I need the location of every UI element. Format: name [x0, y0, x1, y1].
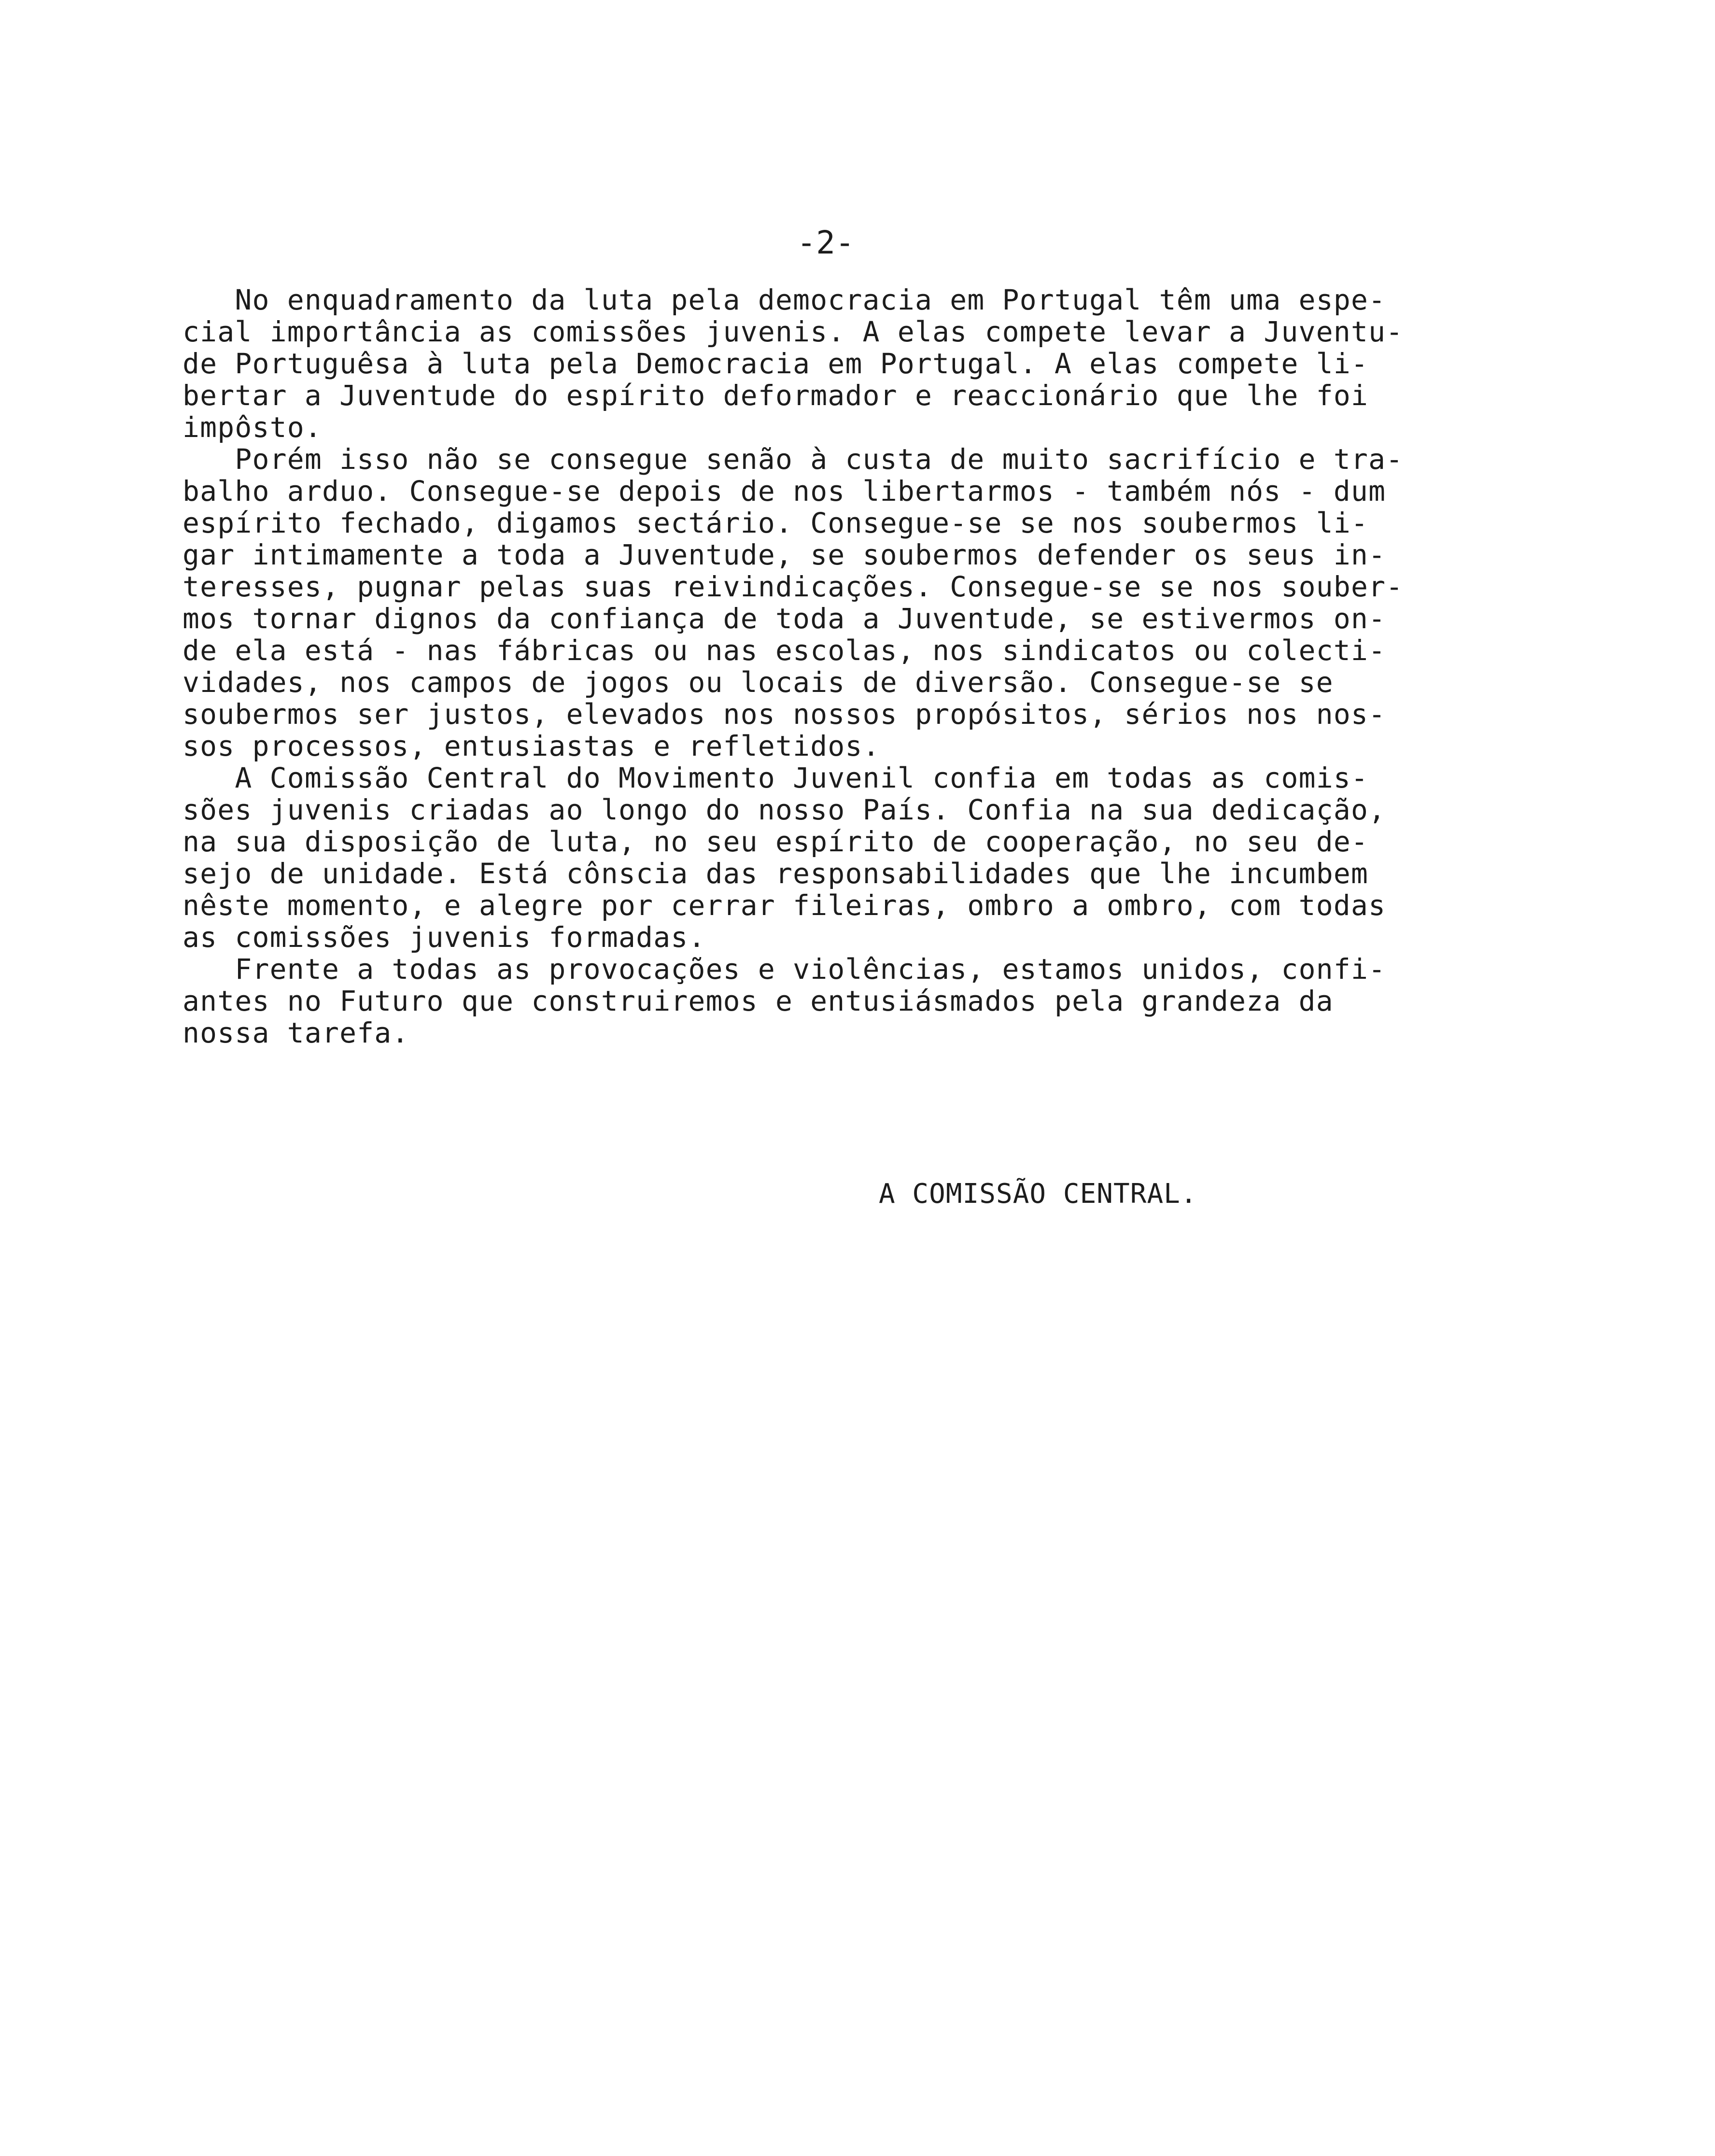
text-line: Porém isso não se consegue senão à custa de muito sacrifício e tra- — [183, 443, 1404, 476]
text-line: as comissões juvenis formadas. — [183, 921, 706, 954]
text-line: gar intimamente a toda a Juventude, se soubermos defender os seus in- — [183, 538, 1386, 571]
text-line: teresses, pugnar pelas suas reivindicações. Consegue-se se nos souber- — [183, 570, 1404, 603]
text-line: Frente a todas as provocações e violências, estamos unidos, confi- — [183, 953, 1386, 986]
text-line: A Comissão Central do Movimento Juvenil confia em todas as comis- — [183, 761, 1369, 794]
body-text — [183, 284, 1515, 1049]
text-line: espírito fechado, digamos sectário. Consegue-se se nos soubermos li- — [183, 507, 1369, 539]
text-line: vidades, nos campos de jogos ou locais de diversão. Consegue-se se — [183, 666, 1334, 699]
text-line: antes no Futuro que construiremos e entusiásmados pela grandeza da — [183, 985, 1334, 1017]
text-line: de ela está - nas fábricas ou nas escolas, nos sindicatos ou colecti- — [183, 634, 1386, 667]
text-line: de Portuguêsa à luta pela Democracia em Portugal. A elas compete li- — [183, 347, 1369, 380]
page-number: -2- — [797, 224, 855, 261]
text-line: nêste momento, e alegre por cerrar fileiras, ombro a ombro, com todas — [183, 889, 1386, 922]
text-line: nossa tarefa. — [183, 1016, 409, 1049]
text-line: impôsto. — [183, 411, 322, 444]
text-line: cial importância as comissões juvenis. A elas compete levar a Juventu- — [183, 315, 1404, 348]
text-line: No enquadramento da luta pela democracia em Portugal têm uma espe- — [183, 283, 1386, 316]
text-line: balho arduo. Consegue-se depois de nos libertarmos - também nós - dum — [183, 475, 1386, 507]
text-line: bertar a Juventude do espírito deformador e reaccionário que lhe foi — [183, 379, 1369, 412]
signature: A COMISSÃO CENTRAL. — [879, 1178, 1197, 1210]
text-line: mos tornar dignos da confiança de toda a Juventude, se estivermos on- — [183, 602, 1386, 635]
text-line: sos processos, entusiastas e refletidos. — [183, 730, 880, 762]
text-line: sejo de unidade. Está cônscia das responsabilidades que lhe incumbem — [183, 857, 1369, 890]
text-line: soubermos ser justos, elevados nos nossos propósitos, sérios nos nos- — [183, 698, 1386, 731]
text-line: na sua disposição de luta, no seu espírito de cooperação, no seu de- — [183, 825, 1369, 858]
text-line: sões juvenis criadas ao longo do nosso País. Confia na sua dedicação, — [183, 793, 1386, 826]
